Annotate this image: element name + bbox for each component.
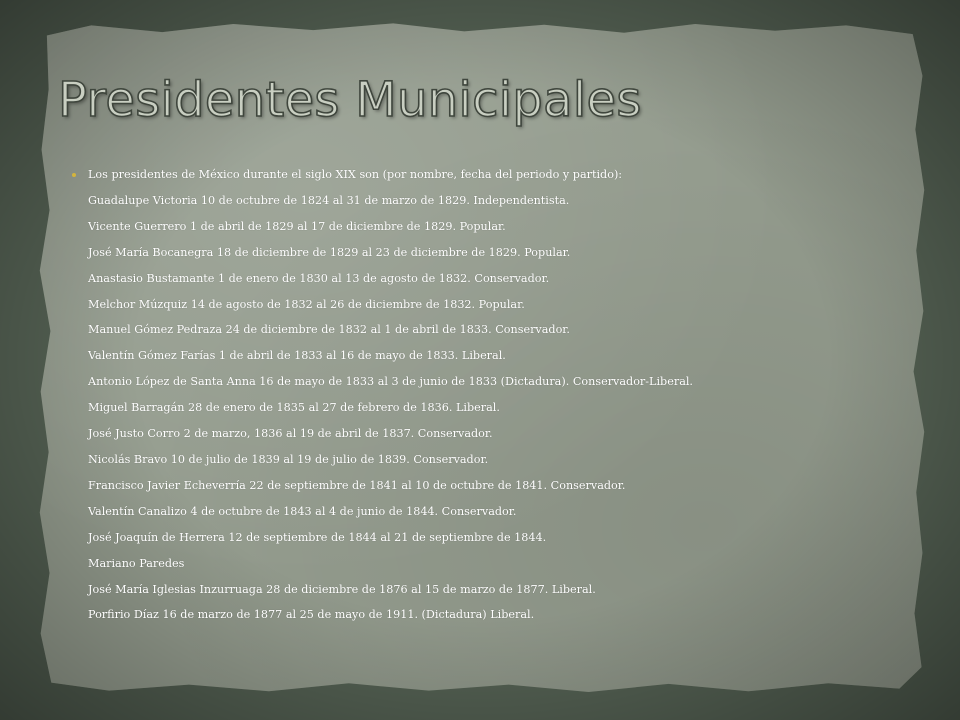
list-item: Miguel Barragán 28 de enero de 1835 al 27 de febrero de 1836. Liberal. bbox=[88, 401, 500, 415]
list-item: José María Bocanegra 18 de diciembre de 1829 al 23 de diciembre de 1829. Popular. bbox=[88, 245, 571, 259]
slide-body bbox=[72, 162, 912, 628]
list-item: Valentín Gómez Farías 1 de abril de 1833 al 16 de mayo de 1833. Liberal. bbox=[88, 349, 506, 363]
bullet-dot-icon bbox=[72, 173, 76, 177]
list-item: José Joaquín de Herrera 12 de septiembre de 1844 al 21 de septiembre de 1844. bbox=[88, 530, 547, 544]
slide-title: Presidentes Municipales bbox=[58, 72, 642, 128]
intro-bullet bbox=[72, 162, 912, 188]
list-item: Melchor Múzquiz 14 de agosto de 1832 al 26 de diciembre de 1832. Popular. bbox=[88, 297, 525, 311]
list-item: Guadalupe Victoria 10 de octubre de 1824 al 31 de marzo de 1829. Independentista. bbox=[88, 193, 570, 207]
list-item: Mariano Paredes bbox=[88, 556, 185, 570]
intro-text: Los presidentes de México durante el siglo XIX son (por nombre, fecha del periodo y partido): bbox=[88, 168, 623, 181]
list-item: José María Iglesias Inzurruaga 28 de diciembre de 1876 al 15 de marzo de 1877. Liberal. bbox=[88, 582, 596, 596]
list-item: Anastasio Bustamante 1 de enero de 1830 al 13 de agosto de 1832. Conservador. bbox=[88, 271, 550, 285]
list-item: José Justo Corro 2 de marzo, 1836 al 19 de abril de 1837. Conservador. bbox=[88, 427, 493, 441]
list-item: Manuel Gómez Pedraza 24 de diciembre de 1832 al 1 de abril de 1833. Conservador. bbox=[88, 323, 570, 337]
list-item: Francisco Javier Echeverría 22 de septiembre de 1841 al 10 de octubre de 1841. Conservador. bbox=[88, 478, 626, 492]
list-item: Valentín Canalizo 4 de octubre de 1843 al 4 de junio de 1844. Conservador. bbox=[88, 504, 517, 518]
list-item: Antonio López de Santa Anna 16 de mayo de 1833 al 3 de junio de 1833 (Dictadura). Conservador-Liberal. bbox=[88, 375, 693, 389]
list-item: Porfirio Díaz 16 de marzo de 1877 al 25 de mayo de 1911. (Dictadura) Liberal. bbox=[88, 608, 535, 622]
list-item: Nicolás Bravo 10 de julio de 1839 al 19 de julio de 1839. Conservador. bbox=[88, 452, 489, 466]
list-item: Vicente Guerrero 1 de abril de 1829 al 17 de diciembre de 1829. Popular. bbox=[88, 219, 506, 233]
